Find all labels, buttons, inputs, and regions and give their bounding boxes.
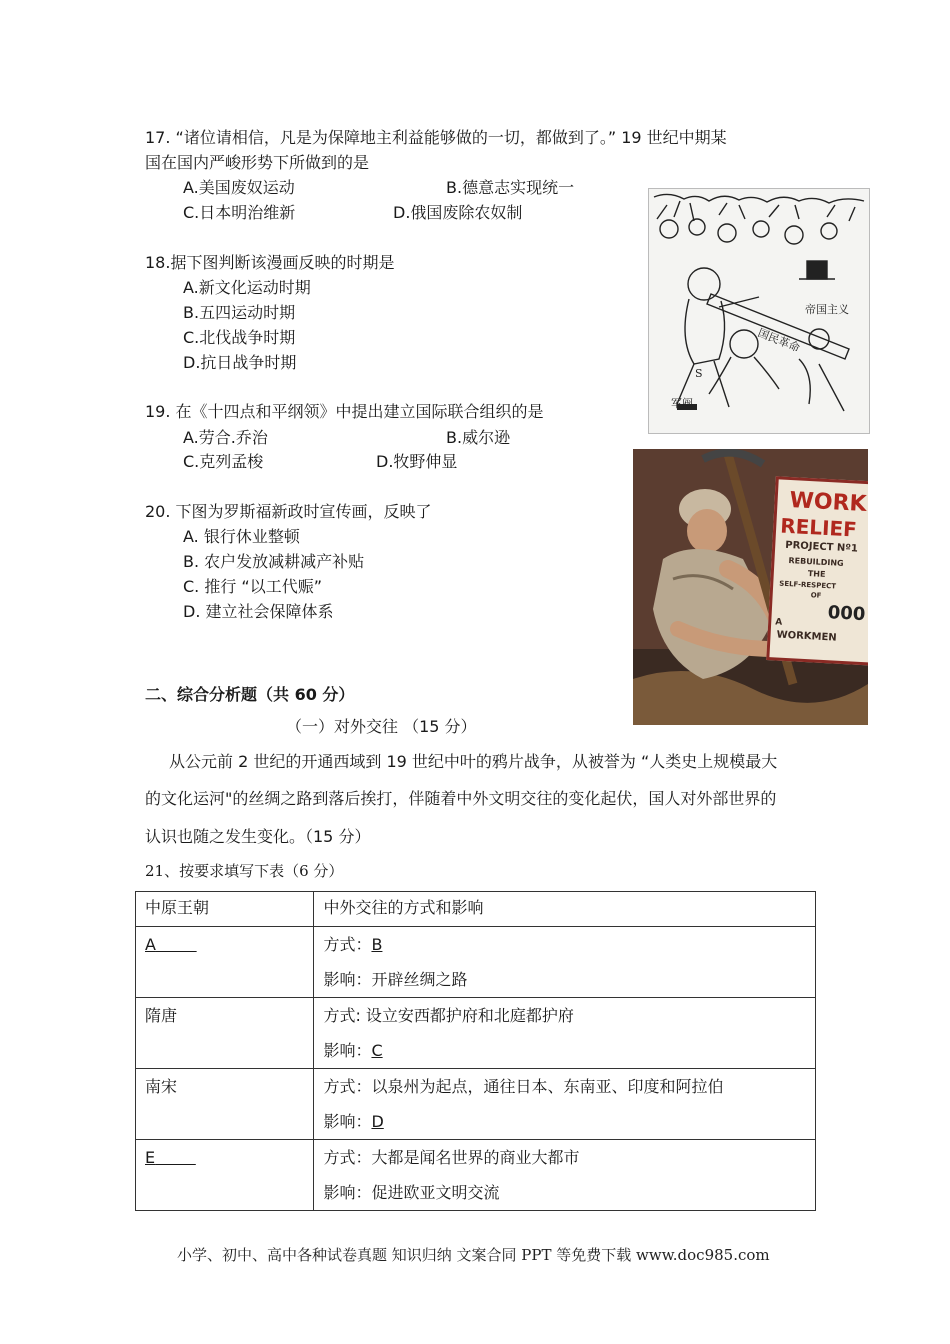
row-effect: 影响：C xyxy=(323,1041,383,1060)
q19-stem: 19. 在《十四点和平纲领》中提出建立国际联合组织的是 xyxy=(145,402,544,421)
q19-option-a: A.劳合.乔治 xyxy=(183,428,268,447)
q17-option-c: C.日本明治维新 xyxy=(183,203,296,222)
q21-instruction: 21、按要求填写下表（6 分） xyxy=(145,862,344,880)
q18-option-d: D.抗日战争时期 xyxy=(183,353,297,372)
header-way-effect: 中外交往的方式和影响 xyxy=(323,898,484,917)
section2-subtitle: （一）对外交往 （15 分） xyxy=(286,717,477,736)
work-relief-sign xyxy=(766,476,868,666)
q19-option-b: B.威尔逊 xyxy=(446,428,511,447)
q18-option-a: A.新文化运动时期 xyxy=(183,278,311,297)
sign-work: WORK xyxy=(788,488,868,518)
sign-a: A xyxy=(774,617,783,628)
q17-stem-line1: 17. “诸位请相信，凡是为保障地主利益能够做的一切，都做到了。” 19 世纪中期某 xyxy=(145,128,727,147)
sign-rebuilding: REBUILDING xyxy=(788,556,844,568)
sign-of: OF xyxy=(810,591,822,600)
effect-blank-c: C xyxy=(371,1041,383,1060)
label-imperialism: 帝国主义 xyxy=(805,303,849,316)
q20-option-c: C. 推行 “以工代赈” xyxy=(183,577,323,596)
dynasty-blank-a: A xyxy=(145,935,156,954)
table-header-row xyxy=(136,892,816,927)
header-dynasty: 中原王朝 xyxy=(145,898,210,917)
q20-option-a: A. 银行休业整顿 xyxy=(183,527,300,546)
q19-option-d: D.牧野伸显 xyxy=(376,452,458,471)
label-warlord: 军阀 xyxy=(671,397,693,410)
q17-option-b: B.德意志实现统一 xyxy=(446,178,575,197)
new-deal-poster-image xyxy=(633,449,868,725)
exchange-table xyxy=(135,891,816,1211)
dynasty-sui-tang: 隋唐 xyxy=(145,1006,178,1025)
table-row xyxy=(136,998,816,1069)
row-effect: 影响：D xyxy=(323,1112,384,1131)
q17-option-a: A.美国废奴运动 xyxy=(183,178,295,197)
q18-stem: 18.据下图判断该漫画反映的时期是 xyxy=(145,253,395,272)
row-way: 方式：以泉州为起点，通往日本、东南亚、印度和阿拉伯 xyxy=(323,1077,724,1096)
q20-stem: 20. 下图为罗斯福新政时宣传画，反映了 xyxy=(145,502,432,521)
effect-blank-d: D xyxy=(371,1112,384,1131)
q20-option-b: B. 农户发放减耕减产补贴 xyxy=(183,552,365,571)
q17-stem-line2: 国在国内严峻形势下所做到的是 xyxy=(145,153,370,172)
table-row xyxy=(136,1140,816,1211)
q18-option-b: B.五四运动时期 xyxy=(183,303,296,322)
section2-paragraph-line3: 认识也随之发生变化。（15 分） xyxy=(145,827,371,846)
political-cartoon-image xyxy=(648,188,870,434)
q19-option-c: C.克列孟梭 xyxy=(183,452,264,471)
page-footer: 小学、初中、高中各种试卷真题 知识归纳 文案合同 PPT 等免费下载 www.doc985.com xyxy=(177,1246,770,1264)
section2-paragraph-line1: 从公元前 2 世纪的开通西域到 19 世纪中叶的鸦片战争，从被誉为 “人类史上规模最大 xyxy=(169,752,778,771)
sign-000: 000 xyxy=(827,602,866,626)
q18-option-c: C.北伐战争时期 xyxy=(183,328,296,347)
dynasty-blank-e: E xyxy=(145,1148,156,1167)
q20-option-d: D. 建立社会保障体系 xyxy=(183,602,334,621)
sign-project: PROJECT Nº1 xyxy=(784,539,859,555)
sign-workmen: WORKMEN xyxy=(776,629,837,644)
section2-title: 二、综合分析题（共 60 分） xyxy=(145,685,355,704)
sign-the: THE xyxy=(807,569,826,579)
table-row xyxy=(136,1069,816,1140)
sign-self-respect: SELF-RESPECT xyxy=(779,579,837,591)
section2-paragraph-line2: 的文化运河"的丝绸之路到落后挨打，伴随着中外文明交往的变化起伏，国人对外部世界的 xyxy=(145,789,777,808)
q17-option-d: D.俄国废除农奴制 xyxy=(393,203,523,222)
row-way: 方式：大都是闻名世界的商业大都市 xyxy=(323,1148,580,1167)
way-blank-b: B xyxy=(371,935,383,954)
label-s: S xyxy=(695,367,703,380)
label-national-revolution: 国民革命 xyxy=(755,326,802,355)
table-row xyxy=(136,927,816,998)
row-way: 方式：B xyxy=(323,935,383,954)
row-effect: 影响：促进欧亚文明交流 xyxy=(323,1183,500,1202)
row-way: 方式: 设立安西都护府和北庭都护府 xyxy=(323,1006,574,1025)
sign-relief: RELIEF xyxy=(779,513,858,542)
dynasty-southern-song: 南宋 xyxy=(145,1077,178,1096)
row-effect: 影响：开辟丝绸之路 xyxy=(323,970,468,989)
